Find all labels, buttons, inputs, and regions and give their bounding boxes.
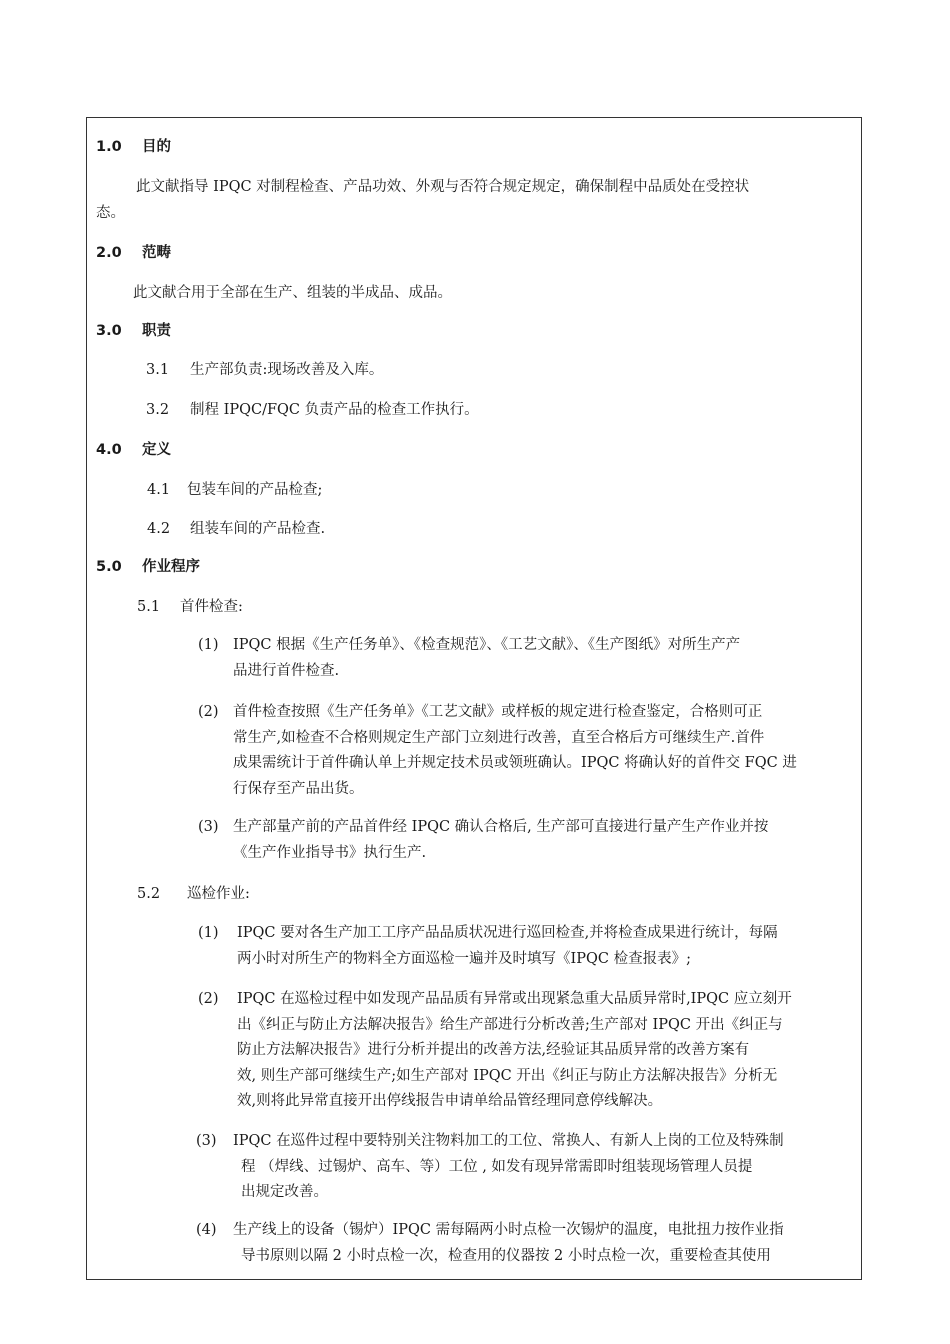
section-title: 范畴 — [142, 245, 171, 261]
item-label: (3) — [196, 1133, 217, 1149]
text-line: 导书原则以隔 2 小时点检一次，检查用的仪器按 2 小时点检一次，重要检查其使用 — [241, 1247, 771, 1264]
item-number: 3.1 — [146, 362, 170, 378]
item-label: (2) — [198, 991, 219, 1007]
text-line: 生产部量产前的产品首件经 IPQC 确认合格后, 生产部可直接进行量产生产作业并按 — [233, 819, 769, 835]
subsection-5-1-heading — [137, 594, 243, 620]
item-label: (3) — [198, 819, 219, 835]
text-line: IPQC 在巡检过程中如发现产品品质有异常或出现紧急重大品质异常时,IPQC 应立刻开 — [237, 991, 792, 1007]
section-4-heading — [96, 437, 171, 463]
item-number: 3.2 — [146, 402, 170, 418]
section-number: 1.0 — [96, 139, 122, 155]
section-2-body: 此文献合用于全部在生产、组装的半成品、成品。 — [133, 285, 452, 301]
section-1-body-line1: 此文献指导 IPQC 对制程检查、产品功效、外观与否符合规定规定，确保制程中品质处在受控状 — [136, 179, 750, 195]
text-line: 程 （焊线、过锡炉、高车、等）工位 , 如发有现异常需即时组装现场管理人员提 — [241, 1158, 753, 1175]
section-3-heading — [96, 318, 171, 344]
item-label: (4) — [196, 1222, 217, 1238]
text-line: 生产线上的设备（锡炉）IPQC 需每隔两小时点检一次锡炉的温度，电批扭力按作业指 — [233, 1222, 784, 1238]
text-line: IPQC 在巡件过程中要特别关注物料加工的工位、常换人、有新人上岗的工位及特殊制 — [233, 1133, 784, 1149]
item-text: 生产部负责:现场改善及入库。 — [190, 362, 384, 378]
section-3-item-2 — [146, 397, 479, 423]
subsection-5-2-heading — [137, 881, 250, 907]
text-line: 效,则将此异常直接开出停线报告申请单给品管经理同意停线解决。 — [237, 1093, 663, 1109]
text-line: IPQC 根据《生产任务单》、《检查规范》、《工艺文献》、《生产图纸》对所生产产 — [233, 637, 741, 653]
subsection-5-2-item-4 — [233, 1218, 863, 1269]
subsection-5-1-item-2 — [233, 700, 863, 802]
section-number: 4.0 — [96, 442, 122, 458]
section-1-heading — [96, 134, 171, 160]
text-line: 两小时对所生产的物料全方面巡检一遍并及时填写《IPQC 检查报表》; — [237, 950, 691, 967]
section-number: 2.0 — [96, 245, 122, 261]
text-line: 成果需统计于首件确认单上并规定技术员或领班确认。IPQC 将确认好的首件交 FQC 进 — [233, 755, 797, 771]
section-title: 作业程序 — [142, 559, 200, 575]
item-label: (2) — [198, 704, 219, 720]
text-line: IPQC 要对各生产加工工序产品品质状况进行巡回检查,并将检查成果进行统计，每隔 — [237, 925, 778, 941]
subsection-5-2-item-2 — [237, 987, 861, 1115]
text-line: 首件检查按照《生产任务单》《工艺文献》或样板的规定进行检查鉴定，合格则可正 — [233, 704, 763, 720]
section-number: 3.0 — [96, 323, 122, 339]
section-4-item-1 — [147, 477, 322, 503]
item-number: 4.1 — [147, 482, 171, 498]
subsection-number: 5.2 — [137, 886, 161, 902]
text-line: 常生产,如检查不合格则规定生产部门立刻进行改善，直至合格后方可继续生产.首件 — [233, 729, 765, 746]
item-text: 组装车间的产品检查. — [190, 521, 326, 537]
subsection-5-2-item-3 — [233, 1129, 863, 1206]
text-line: 防止方法解决报告》进行分析并提出的改善方法,经验证其品质异常的改善方案有 — [237, 1042, 750, 1058]
section-title: 职责 — [142, 323, 171, 339]
item-text: 包装车间的产品检查; — [187, 482, 323, 498]
section-5-heading — [96, 554, 200, 580]
text-line: 出规定改善。 — [241, 1184, 328, 1200]
section-1-body-line2: 态。 — [96, 205, 125, 221]
subsection-5-2-item-1 — [237, 921, 861, 972]
item-label: (1) — [198, 925, 219, 941]
subsection-title: 巡检作业: — [187, 886, 250, 902]
section-number: 5.0 — [96, 559, 122, 575]
section-title: 目的 — [142, 139, 171, 155]
text-line: 效, 则生产部可继续生产;如生产部对 IPQC 开出《纠正与防止方法解决报告》分析无 — [237, 1067, 778, 1084]
text-line: 品进行首件检查. — [233, 662, 340, 679]
text-line: 出《纠正与防止方法解决报告》给生产部进行分析改善;生产部对 IPQC 开出《纠正与 — [237, 1016, 783, 1033]
section-3-item-1 — [146, 357, 383, 383]
text-line: 《生产作业指导书》执行生产. — [233, 844, 427, 861]
subsection-title: 首件检查: — [180, 599, 243, 615]
subsection-number: 5.1 — [137, 599, 161, 615]
item-text: 制程 IPQC/FQC 负责产品的检查工作执行。 — [190, 402, 479, 418]
section-title: 定义 — [142, 442, 171, 458]
text-line: 行保存至产品出货。 — [233, 780, 364, 797]
section-4-item-2 — [147, 516, 325, 542]
item-label: (1) — [198, 637, 219, 653]
subsection-5-1-item-1 — [233, 633, 863, 684]
subsection-5-1-item-3 — [233, 815, 863, 866]
item-number: 4.2 — [147, 521, 171, 537]
section-2-heading — [96, 240, 171, 266]
